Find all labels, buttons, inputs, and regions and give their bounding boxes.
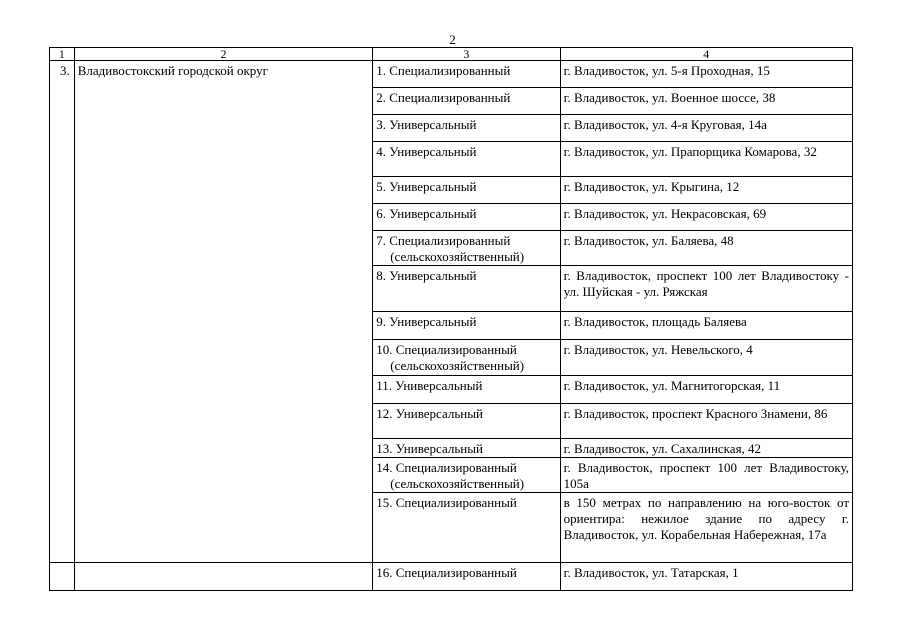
market-address: в 150 метрах по направлению на юго-восток от ориентира: нежилое здание по адресу г. Владивосток, ул. Корабельная Набережная, 17а xyxy=(560,493,852,563)
market-type-label: 3. Универсальный xyxy=(376,117,477,132)
market-address: г. Владивосток, ул. 4-я Круговая, 14а xyxy=(560,115,852,142)
market-type xyxy=(373,231,560,266)
market-address: г. Владивосток, ул. Военное шоссе, 38 xyxy=(560,88,852,115)
market-type xyxy=(373,61,560,88)
market-type-label: 14. Специализированный xyxy=(376,460,517,475)
market-address: г. Владивосток, проспект 100 лет Владивостоку - ул. Шуйская - ул. Ряжская xyxy=(560,266,852,312)
market-type xyxy=(373,404,560,439)
market-type xyxy=(373,177,560,204)
market-type xyxy=(373,312,560,340)
market-type-label: 9. Универсальный xyxy=(376,314,477,329)
market-type-label: 4. Универсальный xyxy=(376,144,477,159)
market-type xyxy=(373,376,560,404)
market-address: г. Владивосток, ул. Баляева, 48 xyxy=(560,231,852,266)
market-type xyxy=(373,340,560,376)
market-type-label: 8. Универсальный xyxy=(376,268,477,283)
market-address: г. Владивосток, ул. Магнитогорская, 11 xyxy=(560,376,852,404)
market-address: г. Владивосток, ул. Прапорщика Комарова, 32 xyxy=(560,142,852,177)
market-address: г. Владивосток, проспект 100 лет Владивостоку, 105а xyxy=(560,458,852,493)
market-type xyxy=(373,439,560,458)
market-address: г. Владивосток, ул. Некрасовская, 69 xyxy=(560,204,852,231)
market-type-label: 15. Специализированный xyxy=(376,495,517,510)
market-type xyxy=(373,266,560,312)
market-type-label: 11. Универсальный xyxy=(376,378,483,393)
market-type-label: 10. Специализированный xyxy=(376,342,517,357)
market-type xyxy=(373,115,560,142)
market-address: г. Владивосток, проспект Красного Знамени, 86 xyxy=(560,404,852,439)
header-col-3: 3 xyxy=(373,48,560,61)
market-subtype-label: (сельскохозяйственный) xyxy=(390,358,525,373)
market-type xyxy=(373,493,560,563)
header-row xyxy=(50,48,853,61)
market-subtype-label: (сельскохозяйственный) xyxy=(390,249,525,264)
market-type-label: 13. Универсальный xyxy=(376,441,483,456)
market-type xyxy=(373,88,560,115)
table-row xyxy=(50,61,853,88)
market-subtype-label: (сельскохозяйственный) xyxy=(390,476,525,491)
header-col-4: 4 xyxy=(560,48,852,61)
empty-cell xyxy=(74,563,373,591)
market-type-label: 1. Специализированный xyxy=(376,63,511,78)
market-address: г. Владивосток, ул. Невельского, 4 xyxy=(560,340,852,376)
market-type xyxy=(373,458,560,493)
header-col-1: 1 xyxy=(50,48,75,61)
market-type xyxy=(373,142,560,177)
market-address: г. Владивосток, ул. 5-я Проходная, 15 xyxy=(560,61,852,88)
region-number: 3. xyxy=(50,61,75,563)
market-type-label: 7. Специализированный xyxy=(376,233,511,248)
markets-table xyxy=(49,47,853,591)
page-number: 2 xyxy=(449,32,456,47)
market-type xyxy=(373,204,560,231)
market-type-label: 6. Универсальный xyxy=(376,206,477,221)
market-type-label: 5. Универсальный xyxy=(376,179,477,194)
market-address: г. Владивосток, площадь Баляева xyxy=(560,312,852,340)
table-row xyxy=(50,563,853,591)
market-address: г. Владивосток, ул. Крыгина, 12 xyxy=(560,177,852,204)
region-name: Владивостокский городской округ xyxy=(74,61,373,563)
market-type-label: 2. Специализированный xyxy=(376,90,511,105)
empty-cell xyxy=(50,563,75,591)
market-type-label: 12. Универсальный xyxy=(376,406,483,421)
market-type: 16. Специализированный xyxy=(373,563,560,591)
market-address: г. Владивосток, ул. Татарская, 1 xyxy=(560,563,852,591)
market-address: г. Владивосток, ул. Сахалинская, 42 xyxy=(560,439,852,458)
header-col-2: 2 xyxy=(74,48,373,61)
